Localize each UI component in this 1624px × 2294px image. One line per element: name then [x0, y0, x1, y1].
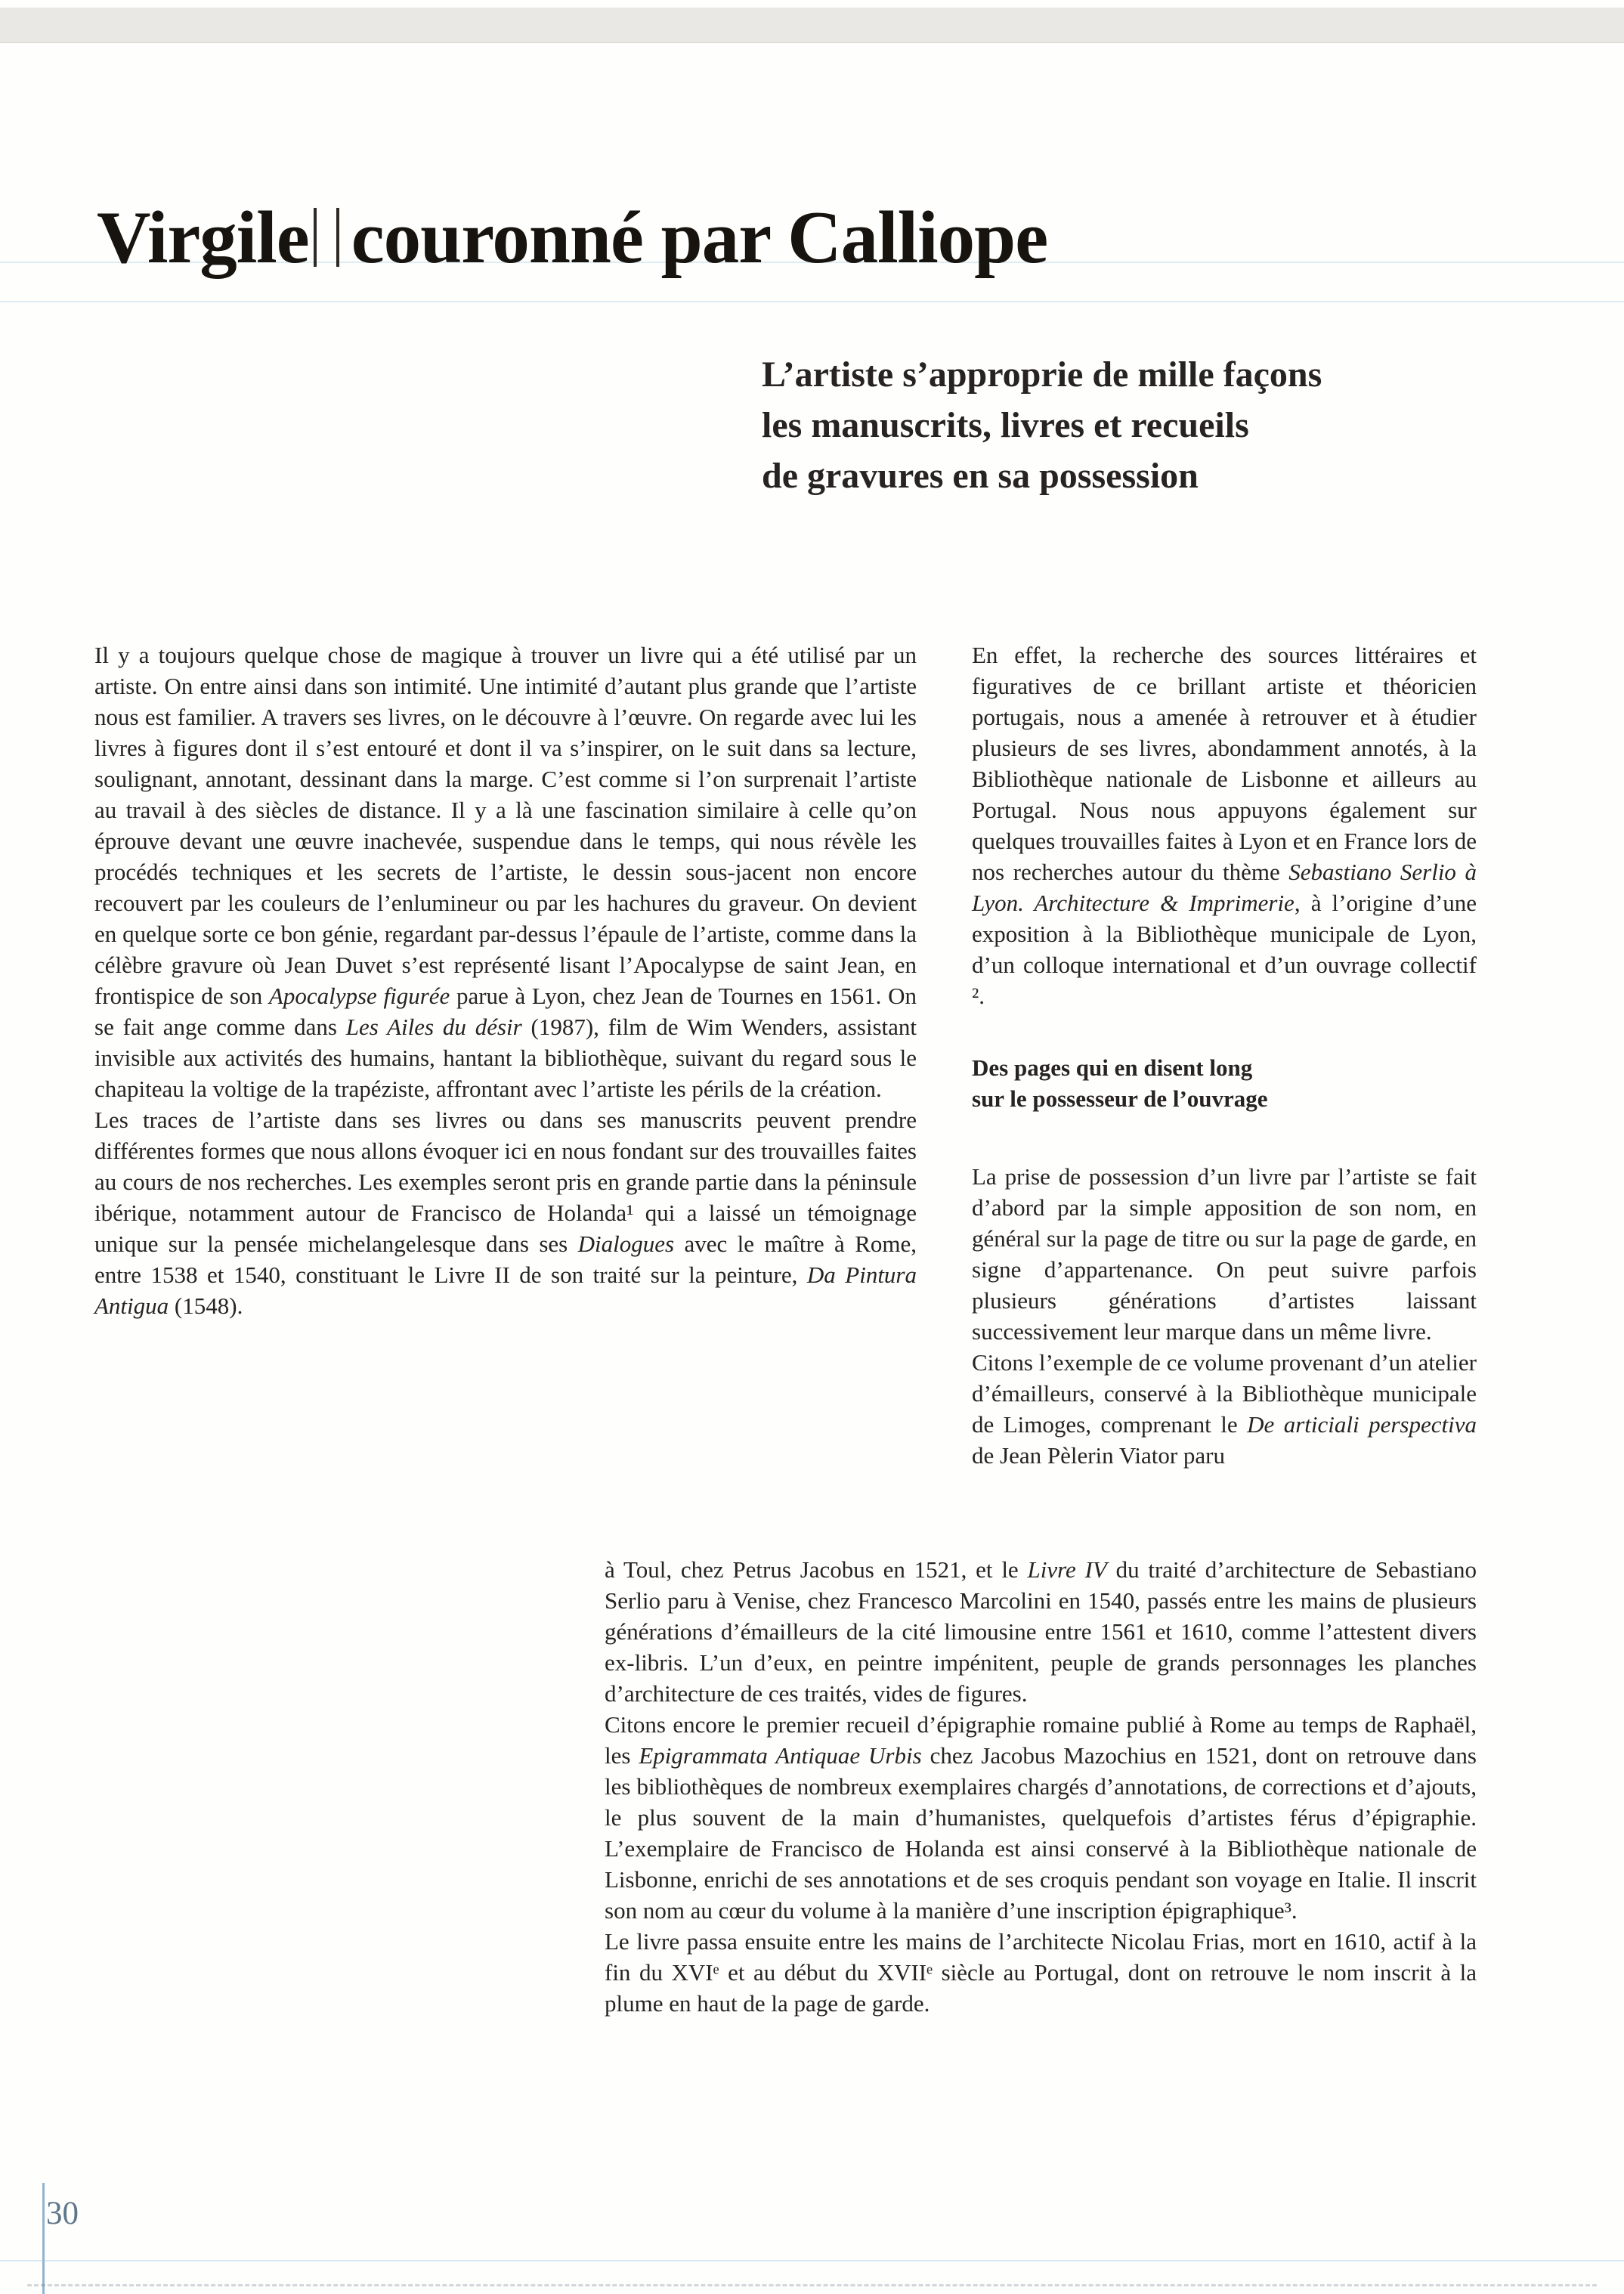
bottom-text-block	[605, 1554, 1477, 2019]
section-heading-line: Des pages qui en disent long	[972, 1054, 1253, 1081]
scan-artifact-line	[0, 2260, 1624, 2261]
text-segment: (1987), film de Wim Wenders, assistant invisible aux activités des humains, hantant la bibliothèque, suivant du regard sous le chapiteau la voltige de la trapéziste, affrontant avec l’artiste les périls de la création.	[94, 1014, 917, 1102]
text-segment-italic: Sebastiano Serlio à Lyon. Architecture & Imprimerie	[972, 859, 1477, 916]
text-cursor-artifact	[309, 208, 351, 268]
text-segment-italic: Livre IV	[1027, 1556, 1107, 1583]
scan-artifact-dotted-line	[27, 2284, 1597, 2286]
text-segment: , à l’origine d’une exposition à la Bibliothèque municipale de Lyon, d’un colloque international et d’un ouvrage collectif ².	[972, 890, 1477, 1009]
text-segment: de Jean Pèlerin Viator paru	[972, 1442, 1226, 1469]
text-segment-italic: Da Pintura Antigua	[94, 1262, 917, 1319]
page-number: 30	[46, 2196, 79, 2231]
paragraph	[605, 1709, 1477, 1926]
paragraph	[972, 639, 1477, 1011]
left-column	[94, 639, 917, 1321]
text-segment: Les traces de l’artiste dans ses livres ou dans ses manuscrits peuvent prendre différentes formes que nous allons évoquer ici en nous fondant sur des trouvailles faites au cours de nos recherches. Les exemples seront pris en grande partie dans la péninsule ibérique, notamment autour de Francisco de Holanda¹ qui a laissé un témoignage unique sur la pensée michelangelesque dans ses	[94, 1107, 917, 1257]
paragraph	[94, 1104, 917, 1321]
paragraph	[972, 1347, 1477, 1471]
text-segment: Citons l’exemple de ce volume provenant d’un atelier d’émailleurs, conservé à la Bibliothèque municipale de Limoges, comprenant le	[972, 1349, 1477, 1438]
article-title	[97, 195, 1047, 280]
text-segment-italic: Epigrammata Antiquae Urbis	[639, 1742, 922, 1769]
title-rest: couronné par Calliope	[351, 197, 1048, 279]
text-segment: Citons encore le premier recueil d’épigraphie romaine publié à Rome au temps de Raphaël, les	[605, 1711, 1477, 1769]
article-subtitle	[762, 349, 1502, 501]
text-segment-italic: De articiali perspectiva	[1247, 1411, 1477, 1438]
scan-artifact-top-band	[0, 8, 1624, 43]
cursor-bar	[336, 208, 339, 267]
text-segment: parue à Lyon, chez Jean de Tournes en 1561. On se fait ange comme dans	[94, 983, 917, 1040]
text-segment: Le livre passa ensuite entre les mains de l’architecte Nicolau Frias, mort en 1610, actif à la fin du XVIᵉ et au début du XVIIᵉ siècle au Portugal, dont on retrouve le nom inscrit à la plume en haut de la page de garde.	[605, 1928, 1477, 2017]
text-segment-italic: Apocalypse figurée	[268, 983, 450, 1009]
margin-rule	[42, 2183, 45, 2294]
text-segment: Il y a toujours quelque chose de magique à trouver un livre qui a été utilisé par un artiste. On entre ainsi dans son intimité. Une intimité d’autant plus grande que l’artiste nous est familier. A travers ses livres, on le découvre à l’œuvre. On regarde avec lui les livres à figures dont il s’est entouré et dont il va s’inspirer, on le suit dans sa lecture, soulignant, annotant, dessinant dans la marge. C’est comme si l’on surprenait l’artiste au travail à des siècles de distance. Il y a là une fascination similaire à celle qu’on éprouve devant une œuvre inachevée, suspendue dans le temps, qui nous révèle les procédés techniques et les secrets de l’artiste, le dessin sous-jacent non encore recouvert par les couleurs de l’enlumineur ou par les hachures du graveur. On devient en quelque sorte ce bon génie, regardant par-dessus l’épaule de l’artiste, comme dans la célèbre gravure où Jean Duvet s’est représenté lisant l’Apocalypse de saint Jean, en frontispice de son	[94, 642, 917, 1009]
subtitle-line: de gravures en sa possession	[762, 456, 1199, 496]
cursor-bar	[314, 208, 317, 267]
text-segment: avec le maître à Rome, entre 1538 et 1540, constituant le Livre II de son traité sur la peinture,	[94, 1231, 917, 1288]
text-segment: à Toul, chez Petrus Jacobus en 1521, et le	[605, 1556, 1028, 1583]
text-segment: La prise de possession d’un livre par l’artiste se fait d’abord par la simple apposition de son nom, en général sur la page de titre ou sur la page de garde, en signe d’appartenance. On peut suivre parfois plusieurs générations d’artistes laissant successivement leur marque dans un même livre.	[972, 1163, 1477, 1345]
paragraph	[605, 1554, 1477, 1709]
subtitle-line: les manuscrits, livres et recueils	[762, 405, 1249, 445]
paragraph	[94, 639, 917, 1104]
section-heading-line: sur le possesseur de l’ouvrage	[972, 1085, 1268, 1112]
section-heading	[972, 1052, 1477, 1114]
paragraph	[605, 1926, 1477, 2019]
text-segment: du traité d’architecture de Sebastiano Serlio paru à Venise, chez Francesco Marcolini en 1540, passés entre les mains de plusieurs générations d’émailleurs de la cité limousine entre 1561 et 1610, comme l’attestent divers ex-libris. L’un d’eux, en peintre impénitent, peuple de grands personnages les planches d’architecture de ces traités, vides de figures.	[605, 1556, 1477, 1707]
right-column	[972, 639, 1477, 1471]
text-segment: En effet, la recherche des sources littéraires et figuratives de ce brillant artiste et théoricien portugais, nous a amenée à retrouver et à étudier plusieurs de ses livres, abondamment annotés, à la Bibliothèque nationale de Lisbonne et ailleurs au Portugal. Nous nous appuyons également sur quelques trouvailles faites à Lyon et en France lors de nos recherches autour du thème	[972, 642, 1477, 885]
paragraph	[972, 1161, 1477, 1347]
text-segment: (1548).	[169, 1293, 243, 1319]
title-word-first: Virgile	[97, 197, 309, 279]
scan-artifact-line	[0, 301, 1624, 302]
text-segment-italic: Les Ailes du désir	[345, 1014, 522, 1040]
text-segment-italic: Dialogues	[577, 1231, 675, 1257]
text-segment: chez Jacobus Mazochius en 1521, dont on retrouve dans les bibliothèques de nombreux exemplaires chargés d’annotations, de corrections et d’ajouts, le plus souvent de la main d’humanistes, quelquefois d’artistes férus d’épigraphie. L’exemplaire de Francisco de Holanda est ainsi conservé à la Bibliothèque nationale de Lisbonne, enrichi de ses annotations et de ses croquis pendant son voyage en Italie. Il inscrit son nom au cœur du volume à la manière d’une inscription épigraphique³.	[605, 1742, 1477, 1924]
subtitle-line: L’artiste s’approprie de mille façons	[762, 354, 1322, 395]
